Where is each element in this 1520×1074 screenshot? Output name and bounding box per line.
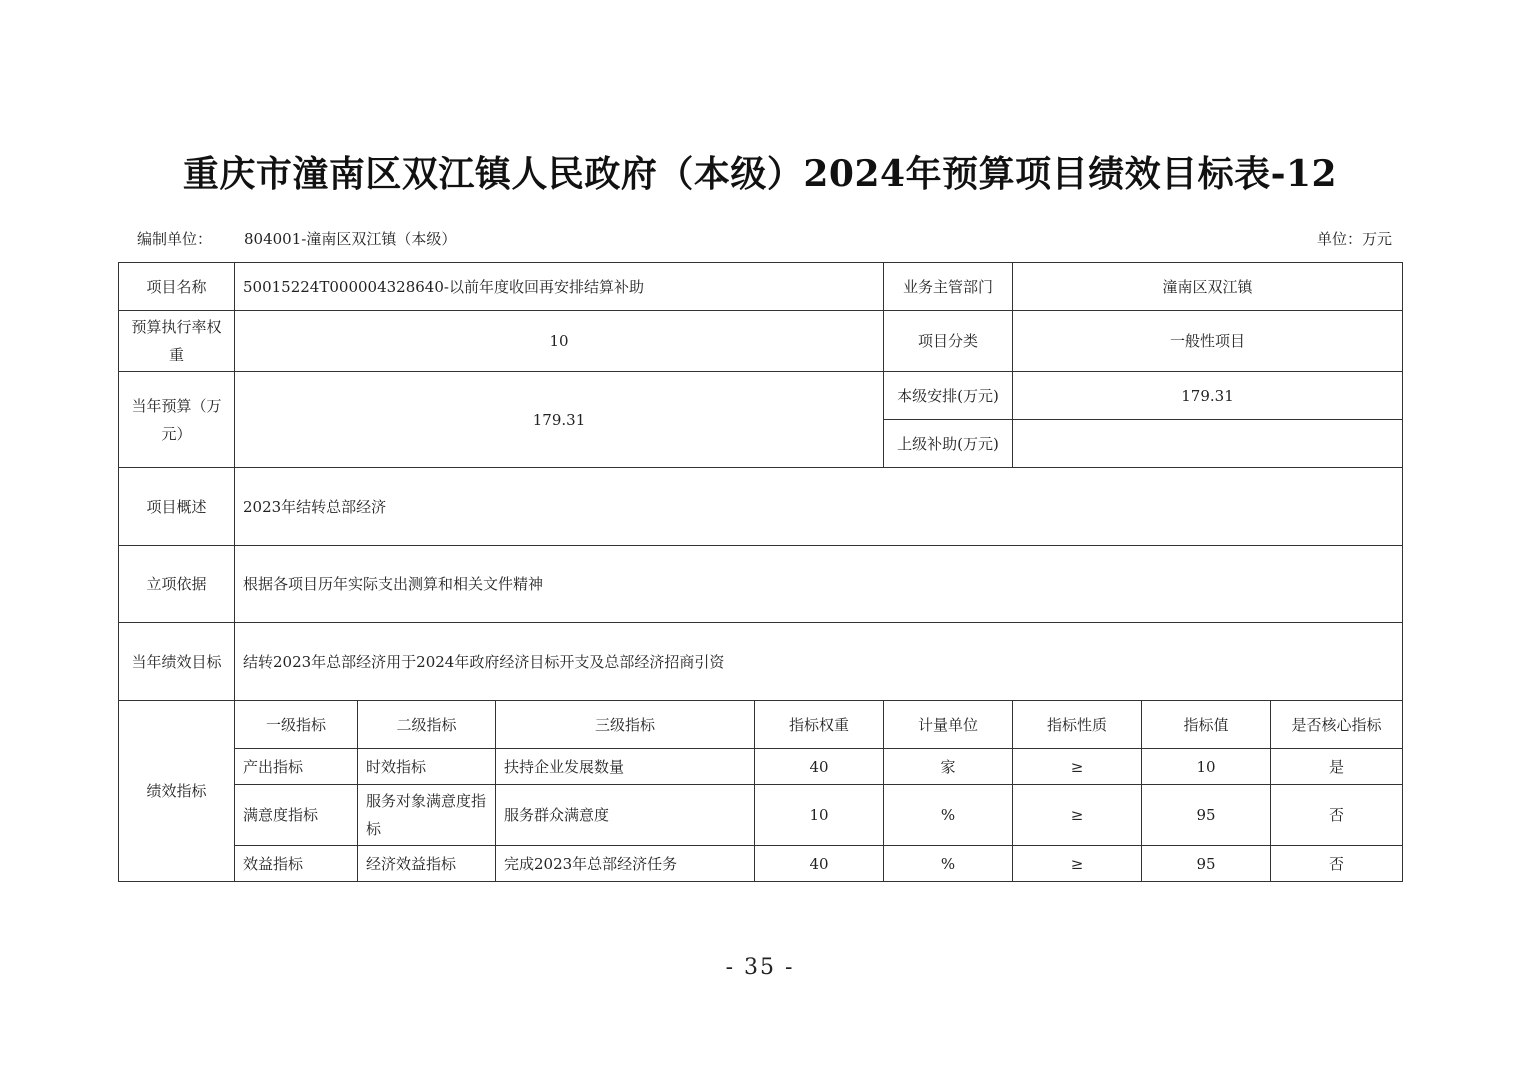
- indicator-nature: ≥: [1013, 749, 1142, 785]
- goal-label: 当年绩效目标: [119, 623, 235, 701]
- page-title: 重庆市潼南区双江镇人民政府（本级）2024年预算项目绩效目标表-12: [182, 153, 1338, 195]
- performance-table: [118, 262, 1403, 882]
- indicator-level2: 服务对象满意度指标: [358, 785, 496, 846]
- compiling-unit-label: 编制单位：: [137, 230, 213, 248]
- page-number: - 35 -: [725, 955, 795, 980]
- header-value: 指标值: [1142, 701, 1271, 749]
- upper-subsidy-label: 上级补助(万元): [884, 420, 1013, 468]
- indicator-level1: 产出指标: [235, 749, 358, 785]
- indicator-weight: 40: [755, 846, 884, 882]
- currency-unit: 单位：万元: [1316, 230, 1392, 248]
- goal-value: 结转2023年总部经济用于2024年政府经济目标开支及总部经济招商引资: [235, 623, 1403, 701]
- header-level1: 一级指标: [235, 701, 358, 749]
- row-execution-rate: [119, 311, 1403, 372]
- indicator-core: 否: [1271, 846, 1403, 882]
- budget-value: 179.31: [235, 372, 884, 468]
- overview-value: 2023年结转总部经济: [235, 468, 1403, 546]
- category-label: 项目分类: [884, 311, 1013, 372]
- row-basis: [119, 546, 1403, 623]
- upper-subsidy-value: [1013, 420, 1403, 468]
- indicator-nature: ≥: [1013, 785, 1142, 846]
- table-row: [119, 749, 1403, 785]
- header-weight: 指标权重: [755, 701, 884, 749]
- indicator-value: 95: [1142, 785, 1271, 846]
- compiling-unit: [137, 228, 456, 249]
- indicator-unit: %: [884, 785, 1013, 846]
- indicator-value: 10: [1142, 749, 1271, 785]
- row-goal: [119, 623, 1403, 701]
- row-overview: [119, 468, 1403, 546]
- project-name-label: 项目名称: [119, 263, 235, 311]
- indicator-level3: 完成2023年总部经济任务: [496, 846, 755, 882]
- indicator-level2: 时效指标: [358, 749, 496, 785]
- indicators-section-label: 绩效指标: [119, 701, 235, 882]
- table-row: [119, 846, 1403, 882]
- basis-value: 根据各项目历年实际支出测算和相关文件精神: [235, 546, 1403, 623]
- header-level2: 二级指标: [358, 701, 496, 749]
- rate-label: 预算执行率权重: [119, 311, 235, 372]
- header-core: 是否核心指标: [1271, 701, 1403, 749]
- budget-label: 当年预算（万元）: [119, 372, 235, 468]
- compiling-unit-value: 804001-潼南区双江镇（本级）: [244, 230, 457, 248]
- basis-label: 立项依据: [119, 546, 235, 623]
- dept-label: 业务主管部门: [884, 263, 1013, 311]
- overview-label: 项目概述: [119, 468, 235, 546]
- indicator-level2: 经济效益指标: [358, 846, 496, 882]
- project-name-value: 50015224T000004328640-以前年度收回再安排结算补助: [235, 263, 884, 311]
- indicator-weight: 10: [755, 785, 884, 846]
- table-row: [119, 785, 1403, 846]
- indicator-level3: 扶持企业发展数量: [496, 749, 755, 785]
- indicator-weight: 40: [755, 749, 884, 785]
- local-budget-value: 179.31: [1013, 372, 1403, 420]
- local-budget-label: 本级安排(万元): [884, 372, 1013, 420]
- indicator-level3: 服务群众满意度: [496, 785, 755, 846]
- indicator-level1: 效益指标: [235, 846, 358, 882]
- category-value: 一般性项目: [1013, 311, 1403, 372]
- indicator-value: 95: [1142, 846, 1271, 882]
- indicator-core: 是: [1271, 749, 1403, 785]
- header-level3: 三级指标: [496, 701, 755, 749]
- indicator-unit: 家: [884, 749, 1013, 785]
- indicator-nature: ≥: [1013, 846, 1142, 882]
- row-project-name: [119, 263, 1403, 311]
- rate-value: 10: [235, 311, 884, 372]
- indicator-core: 否: [1271, 785, 1403, 846]
- indicator-unit: %: [884, 846, 1013, 882]
- indicator-level1: 满意度指标: [235, 785, 358, 846]
- row-budget: [119, 372, 1403, 420]
- header-nature: 指标性质: [1013, 701, 1142, 749]
- indicator-header-row: [119, 701, 1403, 749]
- dept-value: 潼南区双江镇: [1013, 263, 1403, 311]
- header-unit: 计量单位: [884, 701, 1013, 749]
